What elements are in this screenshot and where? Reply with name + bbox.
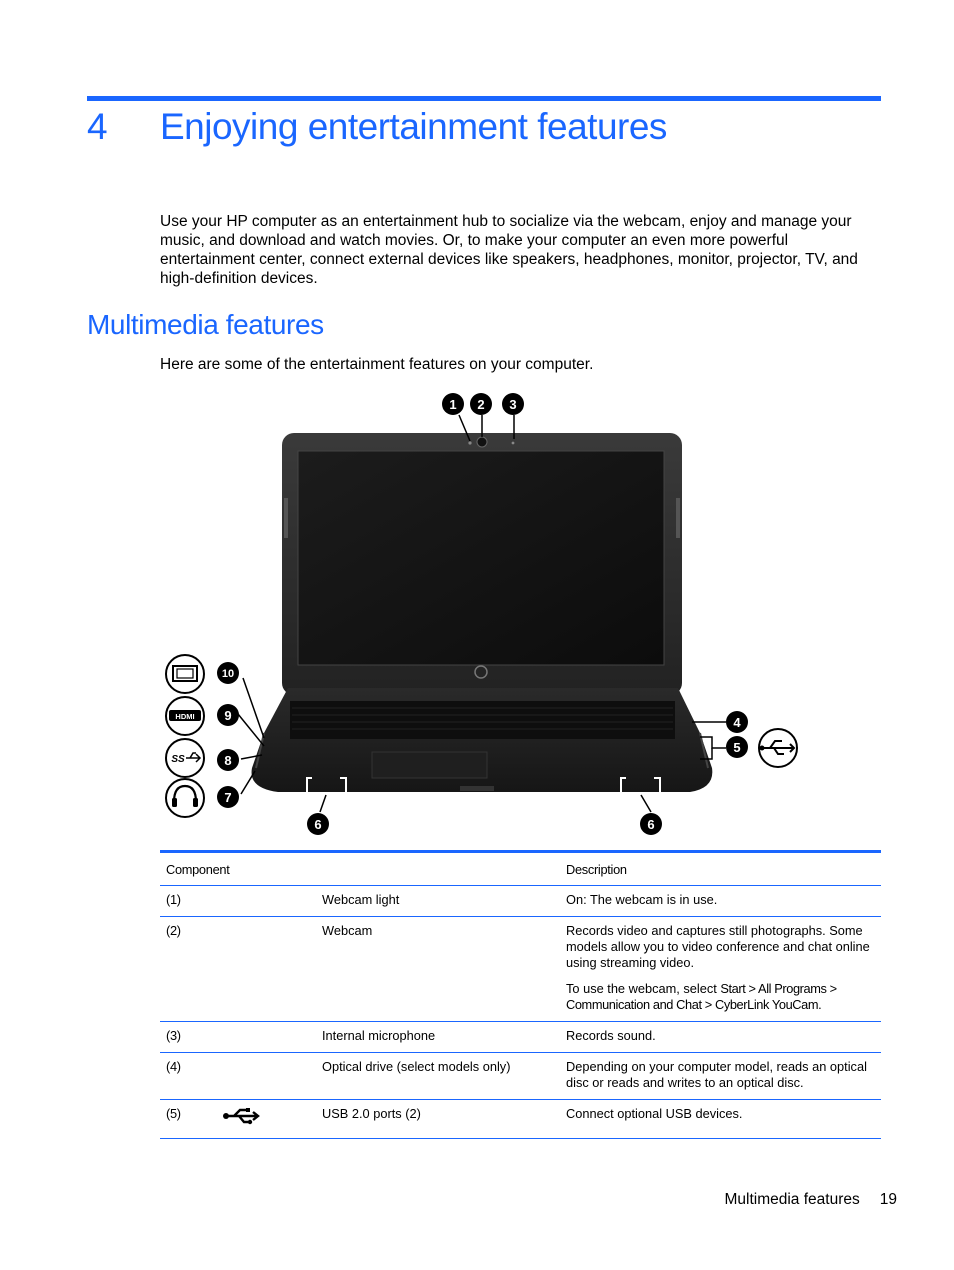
row-number: (1) xyxy=(160,886,216,917)
section-title: Multimedia features xyxy=(87,309,324,340)
usb-icon xyxy=(759,729,797,767)
chapter-rule xyxy=(87,96,881,101)
row-icon-cell xyxy=(216,1100,316,1139)
callout-3: 3 xyxy=(509,397,517,412)
chapter-number: 4 xyxy=(87,106,108,147)
row-icon-cell xyxy=(216,917,316,1022)
usb-icon xyxy=(222,1106,262,1126)
headphone-icon xyxy=(166,779,204,817)
description-header: Description xyxy=(560,852,881,886)
component-header: Component xyxy=(160,852,560,886)
table-row xyxy=(160,1053,881,1100)
callout-6b: 6 xyxy=(647,817,655,832)
row-description: Connect optional USB devices. xyxy=(560,1100,881,1139)
table-row xyxy=(160,917,881,1022)
row-number: (5) xyxy=(160,1100,216,1139)
external-monitor-icon xyxy=(166,655,204,693)
chapter-heading xyxy=(87,106,667,148)
callout-10: 10 xyxy=(221,668,235,680)
table-row xyxy=(160,1022,881,1053)
row-component: USB 2.0 ports (2) xyxy=(316,1100,560,1139)
row-component: Internal microphone xyxy=(316,1022,560,1053)
description-paragraph: Records video and captures still photographs. Some models allow you to video conference and chat online using streaming video. xyxy=(566,923,870,970)
callout-2: 2 xyxy=(477,397,485,412)
row-description: On: The webcam is in use. xyxy=(560,886,881,917)
table-header-row xyxy=(160,852,881,886)
component-table xyxy=(160,850,881,1139)
table-row xyxy=(160,886,881,917)
row-number: (3) xyxy=(160,1022,216,1053)
usb3-icon xyxy=(166,739,204,777)
menu-path: Start > All Programs > Communication and Chat > CyberLink YouCam xyxy=(566,981,837,1012)
callout-9: 9 xyxy=(224,708,232,723)
callout-8: 8 xyxy=(224,753,232,768)
intro-paragraph: Use your HP computer as an entertainment hub to socialize via the webcam, enjoy and manage your music, and download and watch movies. Or, to make your computer an even more powerful entertainment center, connect external devices like speakers, headphones, monitor, projector, TV, and high-definition devices. xyxy=(160,213,858,287)
page-number: 19 xyxy=(879,1191,897,1208)
section-lead: Here are some of the entertainment features on your computer. xyxy=(160,356,594,373)
footer-section: Multimedia features xyxy=(724,1191,860,1208)
description-paragraph: To use the webcam, select Start > All Programs > Communication and Chat > CyberLink YouCam. xyxy=(566,981,837,1012)
row-icon-cell xyxy=(216,1053,316,1100)
callout-7: 7 xyxy=(224,790,232,805)
callout-1: 1 xyxy=(449,397,457,412)
svg-text:SS: SS xyxy=(171,754,185,765)
row-description xyxy=(560,917,881,1022)
row-description: Records sound. xyxy=(560,1022,881,1053)
callout-4: 4 xyxy=(733,715,741,730)
laptop-figure xyxy=(160,388,882,840)
row-component: Webcam xyxy=(316,917,560,1022)
row-icon-cell xyxy=(216,886,316,917)
row-component: Webcam light xyxy=(316,886,560,917)
page-footer xyxy=(724,1191,897,1209)
svg-text:HDMI: HDMI xyxy=(175,712,195,721)
hdmi-icon xyxy=(166,697,204,735)
row-icon-cell xyxy=(216,1022,316,1053)
row-number: (2) xyxy=(160,917,216,1022)
callout-5: 5 xyxy=(733,740,741,755)
row-component: Optical drive (select models only) xyxy=(316,1053,560,1100)
row-description: Depending on your computer model, reads an optical disc or reads and writes to an optical disc. xyxy=(560,1053,881,1100)
table-row xyxy=(160,1100,881,1139)
callout-6a: 6 xyxy=(314,817,322,832)
chapter-title: Enjoying entertainment features xyxy=(160,106,667,147)
row-number: (4) xyxy=(160,1053,216,1100)
laptop-base xyxy=(252,688,713,792)
laptop-lid xyxy=(282,433,682,695)
